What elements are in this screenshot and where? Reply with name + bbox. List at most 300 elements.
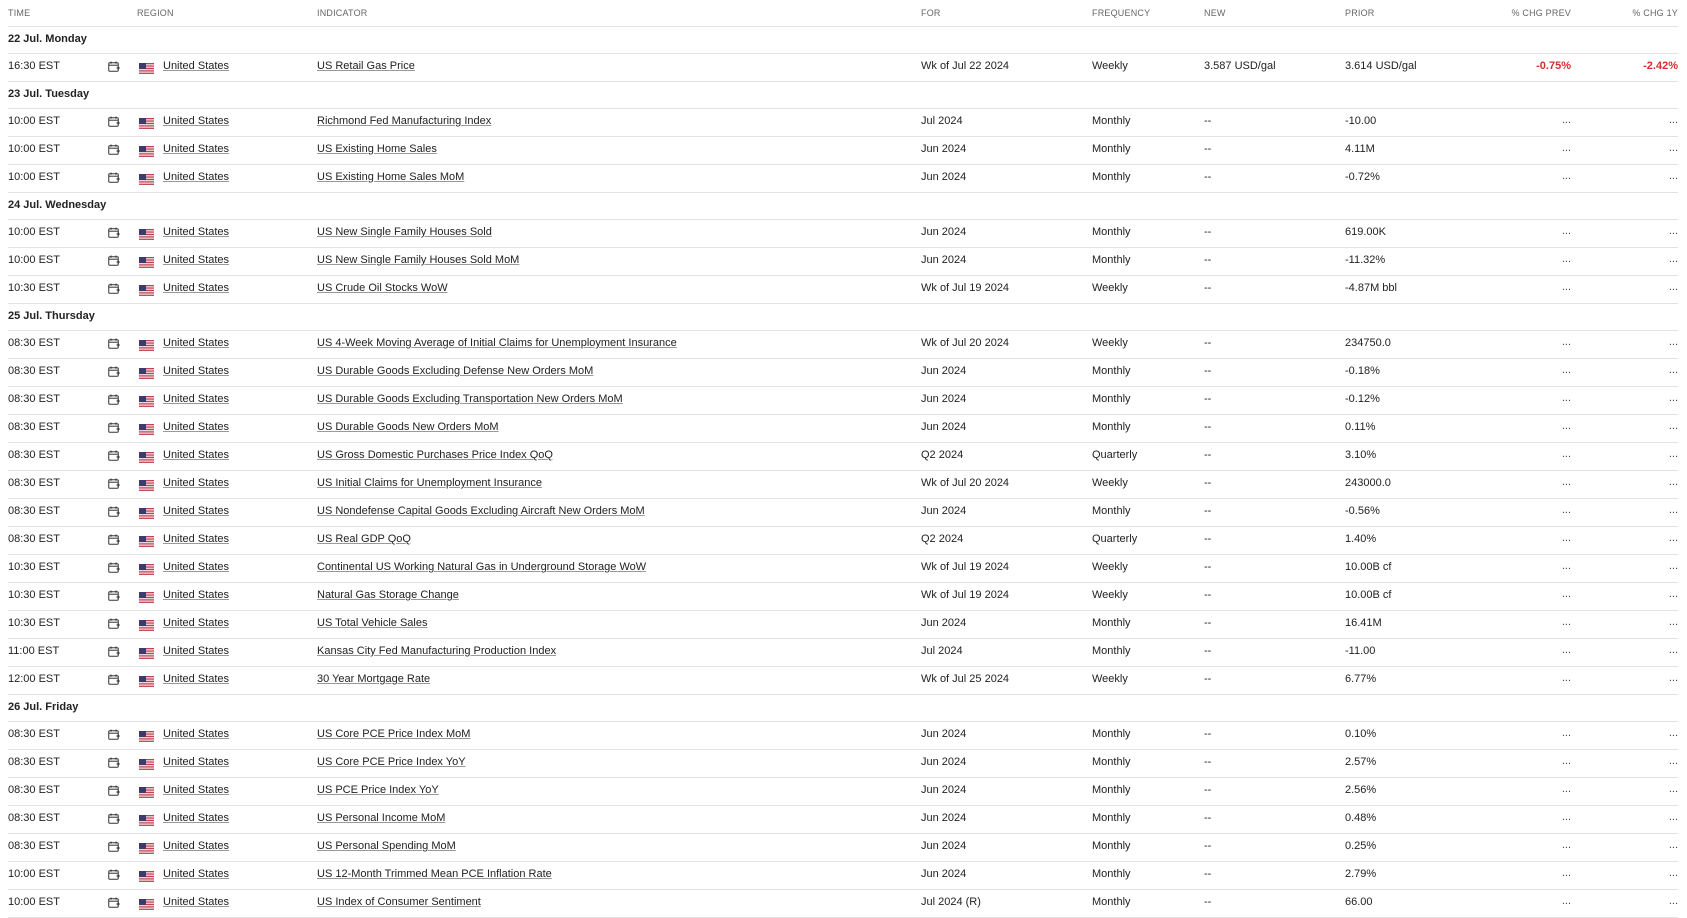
indicator-link[interactable]: US Durable Goods New Orders MoM	[317, 421, 499, 433]
table-row[interactable]	[8, 639, 1678, 667]
us-flag-icon	[139, 118, 154, 129]
calendar-add-icon[interactable]	[108, 450, 120, 462]
prior-value: -0.12%	[1345, 393, 1380, 405]
indicator-link[interactable]: US Real GDP QoQ	[317, 533, 411, 545]
event-period: Jun 2024	[921, 812, 967, 824]
new-value: 3.587 USD/gal	[1204, 60, 1276, 72]
calendar-add-icon[interactable]	[108, 534, 120, 546]
day-label: 26 Jul. Friday	[8, 701, 79, 713]
us-flag-icon	[139, 340, 154, 351]
event-time: 10:00 EST	[8, 226, 60, 238]
calendar-add-icon[interactable]	[108, 785, 120, 797]
region-link[interactable]: United States	[163, 784, 230, 796]
prior-value: 234750.0	[1345, 337, 1391, 349]
region-link[interactable]: United States	[163, 505, 230, 517]
calendar-add-icon[interactable]	[108, 729, 120, 741]
chg-prev-value: ...	[1561, 225, 1571, 237]
chg-1y-value: ...	[1668, 588, 1678, 600]
event-period: Jun 2024	[921, 226, 967, 238]
indicator-link[interactable]: US 4-Week Moving Average of Initial Claims for Unemployment Insurance	[317, 337, 677, 349]
chg-1y-value: ...	[1668, 895, 1678, 907]
new-value: --	[1204, 756, 1212, 768]
new-value: --	[1204, 171, 1212, 183]
event-frequency: Monthly	[1092, 505, 1131, 517]
region-link[interactable]: United States	[163, 393, 230, 405]
chg-1y-value: ...	[1668, 560, 1678, 572]
us-flag-icon	[139, 676, 154, 687]
new-value: --	[1204, 589, 1212, 601]
table-row[interactable]	[8, 248, 1678, 276]
indicator-link[interactable]: 30 Year Mortgage Rate	[317, 673, 431, 685]
chg-1y-value: ...	[1668, 727, 1678, 739]
event-time: 10:30 EST	[8, 617, 60, 629]
chg-prev-value: ...	[1561, 392, 1571, 404]
us-flag-icon	[139, 871, 154, 882]
calendar-add-icon[interactable]	[108, 394, 120, 406]
event-frequency: Monthly	[1092, 728, 1131, 740]
prior-value: 2.79%	[1345, 868, 1377, 880]
event-time: 10:00 EST	[8, 115, 60, 127]
chg-prev-value: ...	[1561, 532, 1571, 544]
indicator-link[interactable]: US New Single Family Houses Sold	[317, 226, 492, 238]
event-period: Q2 2024	[921, 449, 964, 461]
prior-value: 66.00	[1345, 896, 1373, 908]
header-chg-1y[interactable]: % CHG 1Y	[1632, 8, 1678, 18]
region-link[interactable]: United States	[163, 673, 230, 685]
us-flag-icon	[139, 257, 154, 268]
calendar-add-icon[interactable]	[108, 646, 120, 658]
header-frequency[interactable]: FREQUENCY	[1092, 8, 1151, 18]
event-time: 10:30 EST	[8, 589, 60, 601]
event-time: 08:30 EST	[8, 393, 60, 405]
region-link[interactable]: United States	[163, 143, 230, 155]
new-value: --	[1204, 143, 1212, 155]
us-flag-icon	[139, 368, 154, 379]
prior-value: 16.41M	[1345, 617, 1382, 629]
new-value: --	[1204, 254, 1212, 266]
chg-1y-value: ...	[1668, 476, 1678, 488]
event-frequency: Monthly	[1092, 756, 1131, 768]
chg-1y-value: ...	[1668, 672, 1678, 684]
calendar-add-icon[interactable]	[108, 227, 120, 239]
header-prior[interactable]: PRIOR	[1345, 8, 1375, 18]
chg-prev-value: ...	[1561, 560, 1571, 572]
event-frequency: Monthly	[1092, 645, 1131, 657]
event-period: Jun 2024	[921, 393, 967, 405]
region-link[interactable]: United States	[163, 226, 230, 238]
indicator-link[interactable]: US Retail Gas Price	[317, 60, 415, 72]
prior-value: 3.10%	[1345, 449, 1377, 461]
indicator-link[interactable]: US Total Vehicle Sales	[317, 617, 428, 629]
event-frequency: Monthly	[1092, 868, 1131, 880]
calendar-add-icon[interactable]	[108, 506, 120, 518]
event-frequency: Weekly	[1092, 589, 1128, 601]
us-flag-icon	[139, 63, 154, 74]
chg-1y-value: ...	[1668, 532, 1678, 544]
chg-1y-value: ...	[1668, 448, 1678, 460]
table-row[interactable]	[8, 667, 1678, 695]
chg-1y-value: ...	[1668, 281, 1678, 293]
region-link[interactable]: United States	[163, 477, 230, 489]
event-time: 10:00 EST	[8, 143, 60, 155]
chg-prev-value: ...	[1561, 811, 1571, 823]
event-time: 10:30 EST	[8, 561, 60, 573]
chg-1y-value: ...	[1668, 420, 1678, 432]
event-period: Jun 2024	[921, 505, 967, 517]
chg-prev-value: ...	[1561, 783, 1571, 795]
region-link[interactable]: United States	[163, 171, 230, 183]
table-row[interactable]	[8, 387, 1678, 415]
indicator-link[interactable]: Kansas City Fed Manufacturing Production Index	[317, 645, 557, 657]
table-row[interactable]	[8, 583, 1678, 611]
table-row[interactable]	[8, 890, 1678, 918]
event-period: Jul 2024 (R)	[921, 896, 981, 908]
event-time: 08:30 EST	[8, 728, 60, 740]
day-group-header	[8, 27, 1678, 54]
new-value: --	[1204, 561, 1212, 573]
table-row[interactable]	[8, 527, 1678, 555]
prior-value: 243000.0	[1345, 477, 1391, 489]
indicator-link[interactable]: US Personal Income MoM	[317, 812, 446, 824]
new-value: --	[1204, 226, 1212, 238]
calendar-add-icon[interactable]	[108, 338, 120, 350]
chg-prev-value: ...	[1561, 476, 1571, 488]
table-row[interactable]	[8, 276, 1678, 304]
chg-prev-value: ...	[1561, 644, 1571, 656]
event-frequency: Monthly	[1092, 171, 1131, 183]
header-chg-prev[interactable]: % CHG PREV	[1511, 8, 1571, 18]
region-link[interactable]: United States	[163, 282, 230, 294]
new-value: --	[1204, 617, 1212, 629]
new-value: --	[1204, 505, 1212, 517]
calendar-add-icon[interactable]	[108, 757, 120, 769]
event-period: Jun 2024	[921, 756, 967, 768]
event-time: 08:30 EST	[8, 365, 60, 377]
event-time: 10:00 EST	[8, 254, 60, 266]
region-link[interactable]: United States	[163, 868, 230, 880]
new-value: --	[1204, 477, 1212, 489]
chg-1y-value: ...	[1668, 616, 1678, 628]
chg-1y-value: ...	[1668, 644, 1678, 656]
indicator-link[interactable]: US Personal Spending MoM	[317, 840, 456, 852]
table-row[interactable]	[8, 109, 1678, 137]
calendar-add-icon[interactable]	[108, 366, 120, 378]
us-flag-icon	[139, 592, 154, 603]
chg-prev-value: ...	[1561, 281, 1571, 293]
us-flag-icon	[139, 759, 154, 770]
chg-prev-value: ...	[1561, 895, 1571, 907]
prior-value: -11.00	[1345, 645, 1376, 657]
header-new[interactable]: NEW	[1204, 8, 1226, 18]
economic-calendar	[8, 0, 1678, 918]
calendar-add-icon[interactable]	[108, 674, 120, 686]
calendar-add-icon[interactable]	[108, 255, 120, 267]
calendar-add-icon[interactable]	[108, 813, 120, 825]
event-time: 08:30 EST	[8, 840, 60, 852]
prior-value: 619.00K	[1345, 226, 1386, 238]
table-row[interactable]	[8, 750, 1678, 778]
us-flag-icon	[139, 899, 154, 910]
table-row[interactable]	[8, 722, 1678, 750]
event-time: 08:30 EST	[8, 449, 60, 461]
event-frequency: Monthly	[1092, 784, 1131, 796]
event-time: 08:30 EST	[8, 533, 60, 545]
region-link[interactable]: United States	[163, 60, 230, 72]
calendar-add-icon[interactable]	[108, 61, 120, 73]
event-time: 08:30 EST	[8, 337, 60, 349]
event-frequency: Weekly	[1092, 60, 1128, 72]
region-link[interactable]: United States	[163, 728, 230, 740]
prior-value: 2.57%	[1345, 756, 1377, 768]
event-frequency: Monthly	[1092, 143, 1131, 155]
new-value: --	[1204, 421, 1212, 433]
calendar-rows	[8, 27, 1678, 918]
region-link[interactable]: United States	[163, 337, 230, 349]
event-time: 10:00 EST	[8, 171, 60, 183]
new-value: --	[1204, 896, 1212, 908]
chg-prev-value: ...	[1561, 420, 1571, 432]
calendar-add-icon[interactable]	[108, 841, 120, 853]
prior-value: 3.614 USD/gal	[1345, 60, 1417, 72]
indicator-link[interactable]: US Nondefense Capital Goods Excluding Aircraft New Orders MoM	[317, 505, 645, 517]
prior-value: -11.32%	[1345, 254, 1386, 266]
region-link[interactable]: United States	[163, 115, 230, 127]
event-period: Jun 2024	[921, 143, 967, 155]
table-row[interactable]	[8, 54, 1678, 82]
event-period: Wk of Jul 22 2024	[921, 60, 1010, 72]
us-flag-icon	[139, 174, 154, 185]
new-value: --	[1204, 868, 1212, 880]
event-time: 08:30 EST	[8, 784, 60, 796]
event-period: Jun 2024	[921, 421, 967, 433]
region-link[interactable]: United States	[163, 840, 230, 852]
chg-1y-value: ...	[1668, 336, 1678, 348]
new-value: --	[1204, 282, 1212, 294]
prior-value: 4.11M	[1345, 143, 1375, 155]
chg-prev-value: ...	[1561, 867, 1571, 879]
indicator-link[interactable]: US New Single Family Houses Sold MoM	[317, 254, 520, 266]
new-value: --	[1204, 784, 1212, 796]
prior-value: -0.56%	[1345, 505, 1380, 517]
prior-value: -4.87M bbl	[1345, 282, 1397, 294]
event-time: 12:00 EST	[8, 673, 60, 685]
table-row[interactable]	[8, 137, 1678, 165]
us-flag-icon	[139, 536, 154, 547]
table-row[interactable]	[8, 555, 1678, 583]
prior-value: 1.40%	[1345, 533, 1377, 545]
chg-prev-value: ...	[1561, 672, 1571, 684]
event-time: 10:00 EST	[8, 868, 60, 880]
region-link[interactable]: United States	[163, 812, 230, 824]
us-flag-icon	[139, 452, 154, 463]
chg-1y-value: ...	[1668, 783, 1678, 795]
new-value: --	[1204, 393, 1212, 405]
day-group-header	[8, 304, 1678, 331]
event-frequency: Monthly	[1092, 812, 1131, 824]
table-row[interactable]	[8, 611, 1678, 639]
calendar-add-icon[interactable]	[108, 116, 120, 128]
chg-prev-value: ...	[1561, 839, 1571, 851]
day-label: 25 Jul. Thursday	[8, 310, 95, 322]
event-time: 10:00 EST	[8, 896, 60, 908]
event-period: Jun 2024	[921, 728, 967, 740]
chg-prev-value: ...	[1561, 114, 1571, 126]
chg-1y-value: -2.42%	[1643, 60, 1678, 72]
event-time: 10:30 EST	[8, 282, 60, 294]
us-flag-icon	[139, 787, 154, 798]
event-period: Q2 2024	[921, 533, 964, 545]
table-row[interactable]	[8, 778, 1678, 806]
indicator-link[interactable]: US Durable Goods Excluding Transportation New Orders MoM	[317, 393, 623, 405]
table-row[interactable]	[8, 806, 1678, 834]
day-label: 23 Jul. Tuesday	[8, 88, 90, 100]
new-value: --	[1204, 673, 1212, 685]
region-link[interactable]: United States	[163, 449, 230, 461]
new-value: --	[1204, 337, 1212, 349]
prior-value: 6.77%	[1345, 673, 1377, 685]
day-group-header	[8, 82, 1678, 109]
us-flag-icon	[139, 731, 154, 742]
table-row[interactable]	[8, 359, 1678, 387]
us-flag-icon	[139, 648, 154, 659]
indicator-link[interactable]: Natural Gas Storage Change	[317, 589, 459, 601]
us-flag-icon	[139, 564, 154, 575]
indicator-link[interactable]: US Core PCE Price Index MoM	[317, 728, 471, 740]
new-value: --	[1204, 840, 1212, 852]
indicator-link[interactable]: US PCE Price Index YoY	[317, 784, 439, 796]
new-value: --	[1204, 449, 1212, 461]
calendar-add-icon[interactable]	[108, 422, 120, 434]
indicator-link[interactable]: Continental US Working Natural Gas in Underground Storage WoW	[317, 561, 647, 573]
event-frequency: Monthly	[1092, 617, 1131, 629]
table-row[interactable]	[8, 443, 1678, 471]
prior-value: 10.00B cf	[1345, 561, 1392, 573]
event-period: Jun 2024	[921, 171, 967, 183]
chg-prev-value: -0.75%	[1536, 60, 1571, 72]
table-row[interactable]	[8, 415, 1678, 443]
region-link[interactable]: United States	[163, 365, 230, 377]
prior-value: -0.18%	[1345, 365, 1380, 377]
event-frequency: Monthly	[1092, 115, 1131, 127]
region-link[interactable]: United States	[163, 254, 230, 266]
event-time: 08:30 EST	[8, 421, 60, 433]
region-link[interactable]: United States	[163, 896, 230, 908]
table-row[interactable]	[8, 471, 1678, 499]
event-time: 08:30 EST	[8, 505, 60, 517]
table-row[interactable]	[8, 499, 1678, 527]
event-frequency: Monthly	[1092, 254, 1131, 266]
event-frequency: Monthly	[1092, 393, 1131, 405]
indicator-link[interactable]: Richmond Fed Manufacturing Index	[317, 115, 492, 127]
chg-prev-value: ...	[1561, 616, 1571, 628]
event-frequency: Quarterly	[1092, 449, 1138, 461]
calendar-add-icon[interactable]	[108, 144, 120, 156]
prior-value: -10.00	[1345, 115, 1377, 127]
region-link[interactable]: United States	[163, 421, 230, 433]
indicator-link[interactable]: US Crude Oil Stocks WoW	[317, 282, 448, 294]
event-frequency: Weekly	[1092, 673, 1128, 685]
event-period: Wk of Jul 20 2024	[921, 337, 1010, 349]
indicator-link[interactable]: US Core PCE Price Index YoY	[317, 756, 466, 768]
calendar-add-icon[interactable]	[108, 478, 120, 490]
calendar-add-icon[interactable]	[108, 897, 120, 909]
region-link[interactable]: United States	[163, 533, 230, 545]
calendar-add-icon[interactable]	[108, 283, 120, 295]
us-flag-icon	[139, 843, 154, 854]
region-link[interactable]: United States	[163, 561, 230, 573]
indicator-link[interactable]: US Durable Goods Excluding Defense New Orders MoM	[317, 365, 594, 377]
event-period: Jun 2024	[921, 617, 967, 629]
chg-prev-value: ...	[1561, 727, 1571, 739]
chg-prev-value: ...	[1561, 336, 1571, 348]
table-row[interactable]	[8, 862, 1678, 890]
event-frequency: Weekly	[1092, 477, 1128, 489]
event-time: 11:00 EST	[8, 645, 60, 657]
chg-1y-value: ...	[1668, 142, 1678, 154]
event-frequency: Monthly	[1092, 840, 1131, 852]
region-link[interactable]: United States	[163, 589, 230, 601]
event-frequency: Weekly	[1092, 561, 1128, 573]
table-row[interactable]	[8, 834, 1678, 862]
us-flag-icon	[139, 285, 154, 296]
table-row[interactable]	[8, 220, 1678, 248]
event-frequency: Weekly	[1092, 282, 1128, 294]
event-time: 08:30 EST	[8, 756, 60, 768]
chg-1y-value: ...	[1668, 225, 1678, 237]
header-for[interactable]: FOR	[921, 8, 941, 18]
event-period: Wk of Jul 25 2024	[921, 673, 1010, 685]
prior-value: -0.72%	[1345, 171, 1380, 183]
event-frequency: Monthly	[1092, 896, 1131, 908]
calendar-add-icon[interactable]	[108, 590, 120, 602]
chg-prev-value: ...	[1561, 448, 1571, 460]
chg-prev-value: ...	[1561, 170, 1571, 182]
region-link[interactable]: United States	[163, 645, 230, 657]
region-link[interactable]: United States	[163, 756, 230, 768]
calendar-add-icon[interactable]	[108, 172, 120, 184]
calendar-add-icon[interactable]	[108, 618, 120, 630]
chg-prev-value: ...	[1561, 504, 1571, 516]
calendar-add-icon[interactable]	[108, 562, 120, 574]
event-period: Jun 2024	[921, 254, 967, 266]
chg-1y-value: ...	[1668, 839, 1678, 851]
chg-prev-value: ...	[1561, 253, 1571, 265]
day-label: 24 Jul. Wednesday	[8, 199, 107, 211]
chg-prev-value: ...	[1561, 364, 1571, 376]
header-region[interactable]: REGION	[137, 8, 174, 18]
indicator-link[interactable]: US Existing Home Sales MoM	[317, 171, 465, 183]
indicator-link[interactable]: US Existing Home Sales	[317, 143, 437, 155]
region-link[interactable]: United States	[163, 617, 230, 629]
indicator-link[interactable]: US 12-Month Trimmed Mean PCE Inflation Rate	[317, 868, 552, 880]
new-value: --	[1204, 812, 1212, 824]
event-period: Jun 2024	[921, 365, 967, 377]
event-period: Wk of Jul 19 2024	[921, 561, 1010, 573]
indicator-link[interactable]: US Index of Consumer Sentiment	[317, 896, 481, 908]
indicator-link[interactable]: US Initial Claims for Unemployment Insurance	[317, 477, 542, 489]
indicator-link[interactable]: US Gross Domestic Purchases Price Index QoQ	[317, 449, 553, 461]
header-indicator[interactable]: INDICATOR	[317, 8, 368, 18]
header-time[interactable]: TIME	[8, 8, 31, 18]
day-label: 22 Jul. Monday	[8, 33, 87, 45]
calendar-add-icon[interactable]	[108, 869, 120, 881]
event-period: Jun 2024	[921, 868, 967, 880]
table-row[interactable]	[8, 331, 1678, 359]
table-row[interactable]	[8, 165, 1678, 193]
us-flag-icon	[139, 424, 154, 435]
event-time: 16:30 EST	[8, 60, 60, 72]
chg-prev-value: ...	[1561, 755, 1571, 767]
